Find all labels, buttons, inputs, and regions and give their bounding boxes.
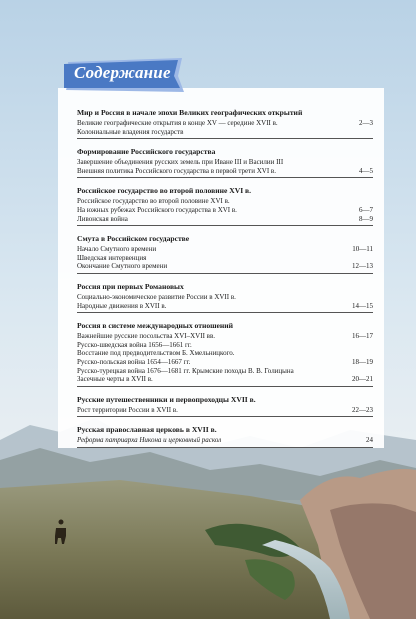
entry-title: Завершение объединения русских земель при Иване III и Василии III <box>77 158 284 167</box>
toc-entry[interactable] <box>77 349 373 358</box>
entry-title: Ливонская война <box>77 214 128 223</box>
section-divider <box>77 225 373 226</box>
entry-title: Важнейшие русские посольства XVI–XVII вв. <box>77 332 216 341</box>
entry-page: 4—5 <box>359 166 373 175</box>
toc-entry[interactable] <box>77 341 373 350</box>
toc-entry[interactable] <box>77 358 373 367</box>
toc-entry[interactable] <box>77 245 373 254</box>
toc-section <box>77 282 373 313</box>
section-divider <box>77 416 373 417</box>
entry-page: 12—13 <box>352 262 373 271</box>
entry-page: 8—9 <box>359 214 373 223</box>
section-title: Российское государство во второй половине XVI в. <box>77 186 252 196</box>
entry-title: Засечные черты в XVII в. <box>77 375 153 384</box>
toc-entry[interactable] <box>77 128 373 137</box>
toc-entry[interactable] <box>77 254 373 263</box>
entry-title: Рост территории России в XVII в. <box>77 405 178 414</box>
section-title: Россия в системе международных отношений <box>77 321 234 331</box>
entry-title: На южных рубежах Российского государства в XVI в. <box>77 205 237 214</box>
toc-section <box>77 234 373 274</box>
entry-title: Начало Смутного времени <box>77 245 157 254</box>
entry-page: 14—15 <box>352 301 373 310</box>
toc-entry[interactable] <box>77 206 373 215</box>
entry-title: Внешняя политика Российского государства в первой трети XVI в. <box>77 166 276 175</box>
toc-entry[interactable] <box>77 367 373 376</box>
entry-title: Российское государство во второй половине XVI в. <box>77 197 230 206</box>
toc-section <box>77 108 373 139</box>
entry-page: 22—23 <box>352 405 373 414</box>
entry-page: 16—17 <box>352 332 373 341</box>
toc-entry[interactable] <box>77 167 373 176</box>
entry-title: Социально-экономическое развитие России в XVII в. <box>77 292 236 301</box>
section-divider <box>77 447 373 448</box>
toc-entry[interactable] <box>77 375 373 384</box>
entry-title: Восстание под предводительством Б. Хмельницкого. <box>77 349 235 358</box>
entry-title: Шведская интервенция <box>77 253 147 262</box>
toc-entry[interactable] <box>77 197 373 206</box>
page-title: Содержание <box>74 63 171 82</box>
entry-title: Русско-турецкая война 1676—1681 гг. Крымские походы В. В. Голицына <box>77 366 294 375</box>
entry-page: 2—3 <box>359 119 373 127</box>
section-divider <box>77 177 373 178</box>
toc-section <box>77 186 373 226</box>
section-title: Смута в Российском государстве <box>77 234 190 244</box>
toc-entry[interactable] <box>77 158 373 167</box>
section-title: Русские путешественники и первопроходцы XVII в. <box>77 394 256 404</box>
section-divider <box>77 273 373 274</box>
entry-title: Великие географические открытия в конце XV — середине XVII в. <box>77 119 278 127</box>
table-of-contents <box>77 108 373 456</box>
entry-title: Колониальные владения государств <box>77 127 184 136</box>
entry-page: 24 <box>366 436 373 445</box>
toc-entry[interactable] <box>77 436 373 445</box>
section-title: Мир и Россия в начале эпохи Великих географических открытий <box>77 108 303 117</box>
toc-section <box>77 425 373 448</box>
entry-title: Реформа патриарха Никона и церковный раскол <box>77 436 222 445</box>
entry-page: 10—11 <box>352 245 373 254</box>
entry-title: Русско-польская война 1654—1667 гг. <box>77 357 191 366</box>
entry-page: 18—19 <box>352 357 373 366</box>
section-divider <box>77 386 373 387</box>
entry-title: Народные движения в XVII в. <box>77 301 167 310</box>
entry-title: Окончание Смутного времени <box>77 262 168 271</box>
toc-section <box>77 395 373 418</box>
entry-title: Русско-шведская война 1656—1661 гг. <box>77 340 192 349</box>
toc-section <box>77 321 373 387</box>
toc-section <box>77 147 373 178</box>
toc-entry[interactable] <box>77 332 373 341</box>
toc-entry[interactable] <box>77 406 373 415</box>
toc-entry[interactable] <box>77 262 373 271</box>
section-divider <box>77 312 373 313</box>
entry-page: 6—7 <box>359 205 373 214</box>
toc-entry[interactable] <box>77 215 373 224</box>
entry-page: 20—21 <box>352 375 373 384</box>
section-title: Русская православная церковь в XVII в. <box>77 425 217 435</box>
section-divider <box>77 138 373 139</box>
toc-entry[interactable] <box>77 293 373 302</box>
section-title: Формирование Российского государства <box>77 147 216 157</box>
section-title: Россия при первых Романовых <box>77 281 184 291</box>
toc-entry[interactable] <box>77 302 373 311</box>
toc-entry[interactable] <box>77 119 373 128</box>
